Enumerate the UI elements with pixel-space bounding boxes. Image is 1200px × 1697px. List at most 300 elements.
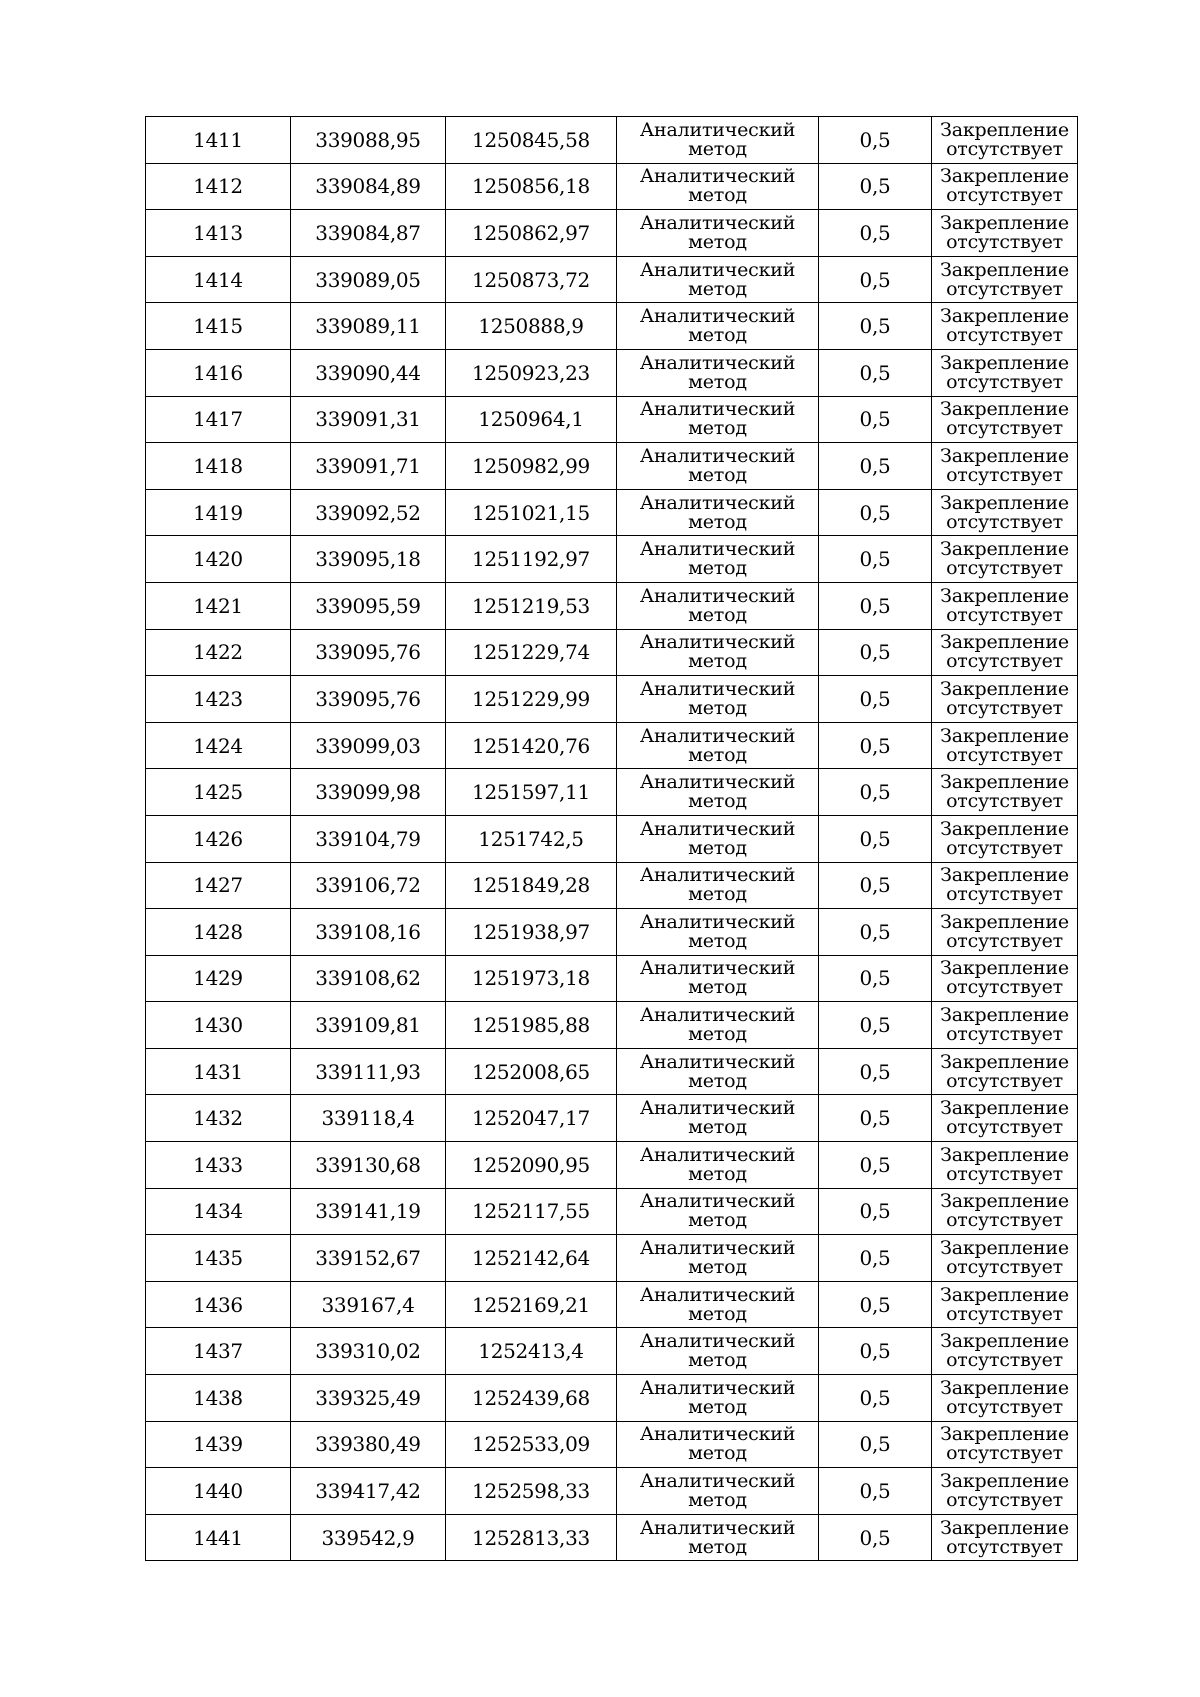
method-cell-line1: Аналитический (639, 1283, 796, 1306)
method-cell-line1: Аналитический (639, 398, 796, 421)
method-cell (617, 1421, 819, 1468)
method-cell-line2: метод (688, 836, 747, 859)
coordinate-x-cell: 339380,49 (291, 1421, 446, 1468)
coordinate-x-cell: 339310,02 (291, 1328, 446, 1375)
fixation-cell-line2: отсутствует (946, 184, 1063, 207)
coordinate-y-cell: 1251229,99 (446, 676, 617, 723)
table-row (146, 1281, 1078, 1328)
point-number-cell: 1428 (146, 909, 291, 956)
table-row (146, 722, 1078, 769)
fixation-cell-line2: отсутствует (946, 836, 1063, 859)
coordinate-y-cell: 1251973,18 (446, 955, 617, 1002)
fixation-cell (932, 955, 1078, 1002)
fixation-cell-line2: отсутствует (946, 696, 1063, 719)
coordinate-x-cell: 339084,89 (291, 163, 446, 210)
coordinate-y-cell: 1251597,11 (446, 769, 617, 816)
accuracy-cell: 0,5 (819, 163, 932, 210)
coordinate-x-cell: 339106,72 (291, 862, 446, 909)
table-row (146, 1514, 1078, 1561)
fixation-cell (932, 1375, 1078, 1422)
coordinate-y-cell: 1252142,64 (446, 1235, 617, 1282)
coordinate-x-cell: 339089,11 (291, 303, 446, 350)
table-row (146, 955, 1078, 1002)
fixation-cell (932, 1188, 1078, 1235)
fixation-cell-line2: отсутствует (946, 1023, 1063, 1046)
fixation-cell-line2: отсутствует (946, 370, 1063, 393)
method-cell (617, 1235, 819, 1282)
accuracy-cell: 0,5 (819, 1002, 932, 1049)
accuracy-cell: 0,5 (819, 256, 932, 303)
method-cell (617, 909, 819, 956)
fixation-cell-line1: Закрепление (940, 1190, 1069, 1213)
point-number-cell: 1435 (146, 1235, 291, 1282)
point-number-cell: 1429 (146, 955, 291, 1002)
coordinate-x-cell: 339141,19 (291, 1188, 446, 1235)
fixation-cell-line2: отсутствует (946, 1069, 1063, 1092)
fixation-cell-line2: отсутствует (946, 1489, 1063, 1512)
fixation-cell-line1: Закрепление (940, 1097, 1069, 1120)
method-cell-line2: метод (688, 557, 747, 580)
method-cell (617, 955, 819, 1002)
point-number-cell: 1433 (146, 1142, 291, 1189)
method-cell (617, 1142, 819, 1189)
fixation-cell-line2: отсутствует (946, 557, 1063, 580)
table-row (146, 163, 1078, 210)
method-cell-line1: Аналитический (639, 1004, 796, 1027)
fixation-cell (932, 1002, 1078, 1049)
method-cell-line2: метод (688, 137, 747, 160)
fixation-cell-line1: Закрепление (940, 1376, 1069, 1399)
fixation-cell (932, 629, 1078, 676)
fixation-cell-line1: Закрепление (940, 1283, 1069, 1306)
method-cell-line1: Аналитический (639, 1516, 796, 1539)
coordinate-x-cell: 339099,98 (291, 769, 446, 816)
fixation-cell-line2: отсутствует (946, 463, 1063, 486)
coordinate-y-cell: 1252047,17 (446, 1095, 617, 1142)
table-row (146, 443, 1078, 490)
method-cell (617, 1002, 819, 1049)
coordinate-y-cell: 1250888,9 (446, 303, 617, 350)
coordinate-y-cell: 1252439,68 (446, 1375, 617, 1422)
method-cell (617, 163, 819, 210)
point-number-cell: 1419 (146, 489, 291, 536)
accuracy-cell: 0,5 (819, 489, 932, 536)
method-cell (617, 1514, 819, 1561)
coordinate-x-cell: 339417,42 (291, 1468, 446, 1515)
point-number-cell: 1420 (146, 536, 291, 583)
fixation-cell-line1: Закрепление (940, 444, 1069, 467)
point-number-cell: 1441 (146, 1514, 291, 1561)
method-cell-line2: метод (688, 603, 747, 626)
accuracy-cell: 0,5 (819, 396, 932, 443)
method-cell-line2: метод (688, 883, 747, 906)
accuracy-cell: 0,5 (819, 1514, 932, 1561)
accuracy-cell: 0,5 (819, 1328, 932, 1375)
table-row (146, 1142, 1078, 1189)
fixation-cell (932, 163, 1078, 210)
point-number-cell: 1431 (146, 1048, 291, 1095)
accuracy-cell: 0,5 (819, 722, 932, 769)
fixation-cell-line2: отсутствует (946, 1535, 1063, 1558)
coordinate-y-cell: 1250982,99 (446, 443, 617, 490)
fixation-cell (932, 489, 1078, 536)
method-cell-line2: метод (688, 230, 747, 253)
coordinate-x-cell: 339095,76 (291, 629, 446, 676)
coordinate-x-cell: 339089,05 (291, 256, 446, 303)
fixation-cell-line2: отсутствует (946, 603, 1063, 626)
fixation-cell-line2: отсутствует (946, 277, 1063, 300)
fixation-cell-line2: отсутствует (946, 1116, 1063, 1139)
point-number-cell: 1427 (146, 862, 291, 909)
table-row (146, 349, 1078, 396)
method-cell-line2: метод (688, 324, 747, 347)
method-cell-line1: Аналитический (639, 957, 796, 980)
point-number-cell: 1423 (146, 676, 291, 723)
fixation-cell (932, 1235, 1078, 1282)
method-cell-line1: Аналитический (639, 491, 796, 514)
fixation-cell-line2: отсутствует (946, 417, 1063, 440)
fixation-cell-line2: отсутствует (946, 324, 1063, 347)
coordinate-x-cell: 339091,31 (291, 396, 446, 443)
coordinate-y-cell: 1252813,33 (446, 1514, 617, 1561)
coordinate-x-cell: 339108,62 (291, 955, 446, 1002)
accuracy-cell: 0,5 (819, 536, 932, 583)
method-cell-line1: Аналитический (639, 211, 796, 234)
coordinate-y-cell: 1251192,97 (446, 536, 617, 583)
accuracy-cell: 0,5 (819, 629, 932, 676)
method-cell (617, 117, 819, 164)
method-cell (617, 1188, 819, 1235)
accuracy-cell: 0,5 (819, 303, 932, 350)
method-cell-line2: метод (688, 696, 747, 719)
coordinate-y-cell: 1251021,15 (446, 489, 617, 536)
accuracy-cell: 0,5 (819, 815, 932, 862)
point-number-cell: 1415 (146, 303, 291, 350)
fixation-cell (932, 676, 1078, 723)
point-number-cell: 1412 (146, 163, 291, 210)
fixation-cell-line2: отсутствует (946, 883, 1063, 906)
fixation-cell-line2: отсутствует (946, 1256, 1063, 1279)
method-cell (617, 349, 819, 396)
table-row (146, 1468, 1078, 1515)
fixation-cell-line1: Закрепление (940, 677, 1069, 700)
method-cell-line1: Аналитический (639, 771, 796, 794)
accuracy-cell: 0,5 (819, 909, 932, 956)
coordinate-y-cell: 1252413,4 (446, 1328, 617, 1375)
coordinate-y-cell: 1252090,95 (446, 1142, 617, 1189)
fixation-cell (932, 1468, 1078, 1515)
fixation-cell-line2: отсутствует (946, 230, 1063, 253)
fixation-cell-line1: Закрепление (940, 1237, 1069, 1260)
fixation-cell-line1: Закрепление (940, 1330, 1069, 1353)
fixation-cell (932, 862, 1078, 909)
fixation-cell (932, 256, 1078, 303)
point-number-cell: 1436 (146, 1281, 291, 1328)
method-cell-line1: Аналитический (639, 817, 796, 840)
method-cell-line2: метод (688, 1209, 747, 1232)
method-cell-line2: метод (688, 1535, 747, 1558)
fixation-cell-line2: отсутствует (946, 1209, 1063, 1232)
fixation-cell (932, 815, 1078, 862)
coordinate-x-cell: 339542,9 (291, 1514, 446, 1561)
coordinate-x-cell: 339118,4 (291, 1095, 446, 1142)
table-row (146, 536, 1078, 583)
method-cell-line1: Аналитический (639, 444, 796, 467)
table-row (146, 862, 1078, 909)
point-number-cell: 1416 (146, 349, 291, 396)
point-number-cell: 1411 (146, 117, 291, 164)
method-cell-line1: Аналитический (639, 118, 796, 141)
coordinate-x-cell: 339099,03 (291, 722, 446, 769)
point-number-cell: 1440 (146, 1468, 291, 1515)
method-cell-line2: метод (688, 1489, 747, 1512)
method-cell-line2: метод (688, 277, 747, 300)
fixation-cell (932, 1328, 1078, 1375)
coordinate-y-cell: 1250964,1 (446, 396, 617, 443)
accuracy-cell: 0,5 (819, 1142, 932, 1189)
method-cell (617, 1328, 819, 1375)
point-number-cell: 1422 (146, 629, 291, 676)
fixation-cell-line1: Закрепление (940, 398, 1069, 421)
point-number-cell: 1439 (146, 1421, 291, 1468)
coordinate-x-cell: 339325,49 (291, 1375, 446, 1422)
method-cell (617, 396, 819, 443)
method-cell-line2: метод (688, 790, 747, 813)
coordinate-y-cell: 1250923,23 (446, 349, 617, 396)
method-cell-line1: Аналитический (639, 351, 796, 374)
fixation-cell-line1: Закрепление (940, 118, 1069, 141)
fixation-cell (932, 1142, 1078, 1189)
table-row (146, 256, 1078, 303)
coordinate-x-cell: 339084,87 (291, 210, 446, 257)
table-row (146, 1188, 1078, 1235)
coordinate-x-cell: 339095,59 (291, 582, 446, 629)
fixation-cell (932, 722, 1078, 769)
method-cell-line1: Аналитический (639, 864, 796, 887)
coordinate-y-cell: 1251938,97 (446, 909, 617, 956)
fixation-cell-line1: Закрепление (940, 258, 1069, 281)
coordinate-x-cell: 339104,79 (291, 815, 446, 862)
method-cell-line1: Аналитический (639, 305, 796, 328)
coordinate-y-cell: 1252533,09 (446, 1421, 617, 1468)
method-cell (617, 862, 819, 909)
coordinate-y-cell: 1251229,74 (446, 629, 617, 676)
accuracy-cell: 0,5 (819, 1188, 932, 1235)
method-cell (617, 489, 819, 536)
accuracy-cell: 0,5 (819, 955, 932, 1002)
table-row (146, 769, 1078, 816)
fixation-cell (932, 769, 1078, 816)
point-number-cell: 1438 (146, 1375, 291, 1422)
method-cell-line2: метод (688, 1256, 747, 1279)
coordinate-y-cell: 1252169,21 (446, 1281, 617, 1328)
point-number-cell: 1426 (146, 815, 291, 862)
point-number-cell: 1437 (146, 1328, 291, 1375)
method-cell-line2: метод (688, 976, 747, 999)
table-row (146, 1328, 1078, 1375)
method-cell-line2: метод (688, 1069, 747, 1092)
method-cell-line1: Аналитический (639, 1330, 796, 1353)
table-body (146, 117, 1078, 1561)
fixation-cell-line2: отсутствует (946, 1395, 1063, 1418)
coordinate-x-cell: 339091,71 (291, 443, 446, 490)
fixation-cell (932, 1514, 1078, 1561)
point-number-cell: 1432 (146, 1095, 291, 1142)
accuracy-cell: 0,5 (819, 1095, 932, 1142)
coordinate-y-cell: 1252117,55 (446, 1188, 617, 1235)
fixation-cell (932, 1048, 1078, 1095)
fixation-cell-line1: Закрепление (940, 1516, 1069, 1539)
method-cell-line2: метод (688, 1116, 747, 1139)
fixation-cell-line2: отсутствует (946, 1302, 1063, 1325)
accuracy-cell: 0,5 (819, 862, 932, 909)
method-cell (617, 1468, 819, 1515)
coordinate-x-cell: 339090,44 (291, 349, 446, 396)
point-number-cell: 1418 (146, 443, 291, 490)
coordinate-x-cell: 339152,67 (291, 1235, 446, 1282)
fixation-cell (932, 443, 1078, 490)
accuracy-cell: 0,5 (819, 676, 932, 723)
fixation-cell (932, 396, 1078, 443)
method-cell-line2: метод (688, 184, 747, 207)
accuracy-cell: 0,5 (819, 1375, 932, 1422)
fixation-cell-line1: Закрепление (940, 1423, 1069, 1446)
accuracy-cell: 0,5 (819, 1235, 932, 1282)
method-cell-line1: Аналитический (639, 165, 796, 188)
fixation-cell-line2: отсутствует (946, 510, 1063, 533)
fixation-cell (932, 909, 1078, 956)
method-cell (617, 256, 819, 303)
method-cell-line2: метод (688, 1302, 747, 1325)
fixation-cell-line1: Закрепление (940, 165, 1069, 188)
coordinate-x-cell: 339109,81 (291, 1002, 446, 1049)
fixation-cell-line1: Закрепление (940, 211, 1069, 234)
fixation-cell-line1: Закрепление (940, 1470, 1069, 1493)
table-row (146, 489, 1078, 536)
accuracy-cell: 0,5 (819, 1421, 932, 1468)
point-number-cell: 1417 (146, 396, 291, 443)
table-row (146, 629, 1078, 676)
fixation-cell (932, 1095, 1078, 1142)
method-cell-line2: метод (688, 743, 747, 766)
accuracy-cell: 0,5 (819, 443, 932, 490)
fixation-cell (932, 210, 1078, 257)
coordinate-x-cell: 339111,93 (291, 1048, 446, 1095)
table-row (146, 1421, 1078, 1468)
method-cell (617, 1095, 819, 1142)
fixation-cell-line1: Закрепление (940, 724, 1069, 747)
coordinate-x-cell: 339167,4 (291, 1281, 446, 1328)
coordinate-y-cell: 1250873,72 (446, 256, 617, 303)
point-number-cell: 1421 (146, 582, 291, 629)
method-cell (617, 582, 819, 629)
method-cell-line1: Аналитический (639, 1423, 796, 1446)
table-row (146, 1048, 1078, 1095)
coordinate-y-cell: 1251849,28 (446, 862, 617, 909)
fixation-cell-line1: Закрепление (940, 1050, 1069, 1073)
fixation-cell-line1: Закрепление (940, 538, 1069, 561)
table-row (146, 1235, 1078, 1282)
fixation-cell-line1: Закрепление (940, 351, 1069, 374)
method-cell-line2: метод (688, 1442, 747, 1465)
method-cell-line2: метод (688, 1162, 747, 1185)
fixation-cell-line2: отсутствует (946, 1349, 1063, 1372)
coordinate-y-cell: 1251742,5 (446, 815, 617, 862)
coordinate-x-cell: 339130,68 (291, 1142, 446, 1189)
fixation-cell-line2: отсутствует (946, 650, 1063, 673)
coordinate-x-cell: 339095,76 (291, 676, 446, 723)
table-row (146, 210, 1078, 257)
fixation-cell-line1: Закрепление (940, 631, 1069, 654)
accuracy-cell: 0,5 (819, 349, 932, 396)
accuracy-cell: 0,5 (819, 210, 932, 257)
method-cell-line1: Аналитический (639, 538, 796, 561)
method-cell-line2: метод (688, 929, 747, 952)
table-row (146, 303, 1078, 350)
method-cell (617, 629, 819, 676)
point-number-cell: 1430 (146, 1002, 291, 1049)
method-cell (617, 443, 819, 490)
fixation-cell-line1: Закрепление (940, 305, 1069, 328)
accuracy-cell: 0,5 (819, 117, 932, 164)
point-number-cell: 1413 (146, 210, 291, 257)
table-row (146, 676, 1078, 723)
table-row (146, 815, 1078, 862)
method-cell-line2: метод (688, 510, 747, 533)
method-cell-line1: Аналитический (639, 258, 796, 281)
method-cell (617, 1281, 819, 1328)
point-number-cell: 1414 (146, 256, 291, 303)
method-cell-line1: Аналитический (639, 1143, 796, 1166)
fixation-cell (932, 117, 1078, 164)
fixation-cell (932, 536, 1078, 583)
table-row (146, 582, 1078, 629)
coordinate-y-cell: 1251219,53 (446, 582, 617, 629)
method-cell-line2: метод (688, 650, 747, 673)
fixation-cell (932, 349, 1078, 396)
fixation-cell-line2: отсутствует (946, 929, 1063, 952)
method-cell (617, 536, 819, 583)
method-cell-line1: Аналитический (639, 1470, 796, 1493)
method-cell-line1: Аналитический (639, 1050, 796, 1073)
method-cell-line1: Аналитический (639, 1237, 796, 1260)
fixation-cell-line1: Закрепление (940, 584, 1069, 607)
fixation-cell-line1: Закрепление (940, 957, 1069, 980)
fixation-cell-line2: отсутствует (946, 137, 1063, 160)
method-cell-line1: Аналитический (639, 631, 796, 654)
method-cell (617, 1375, 819, 1422)
coordinate-x-cell: 339088,95 (291, 117, 446, 164)
method-cell-line1: Аналитический (639, 1190, 796, 1213)
method-cell-line2: метод (688, 370, 747, 393)
method-cell-line1: Аналитический (639, 1097, 796, 1120)
method-cell-line1: Аналитический (639, 724, 796, 747)
coordinate-y-cell: 1250856,18 (446, 163, 617, 210)
coordinate-x-cell: 339108,16 (291, 909, 446, 956)
fixation-cell (932, 303, 1078, 350)
coordinate-y-cell: 1252008,65 (446, 1048, 617, 1095)
accuracy-cell: 0,5 (819, 582, 932, 629)
table-row (146, 1095, 1078, 1142)
fixation-cell-line2: отсутствует (946, 1442, 1063, 1465)
fixation-cell-line2: отсутствует (946, 976, 1063, 999)
method-cell-line1: Аналитический (639, 910, 796, 933)
method-cell (617, 722, 819, 769)
method-cell-line2: метод (688, 1349, 747, 1372)
coordinate-y-cell: 1252598,33 (446, 1468, 617, 1515)
method-cell-line1: Аналитический (639, 584, 796, 607)
coordinate-x-cell: 339092,52 (291, 489, 446, 536)
